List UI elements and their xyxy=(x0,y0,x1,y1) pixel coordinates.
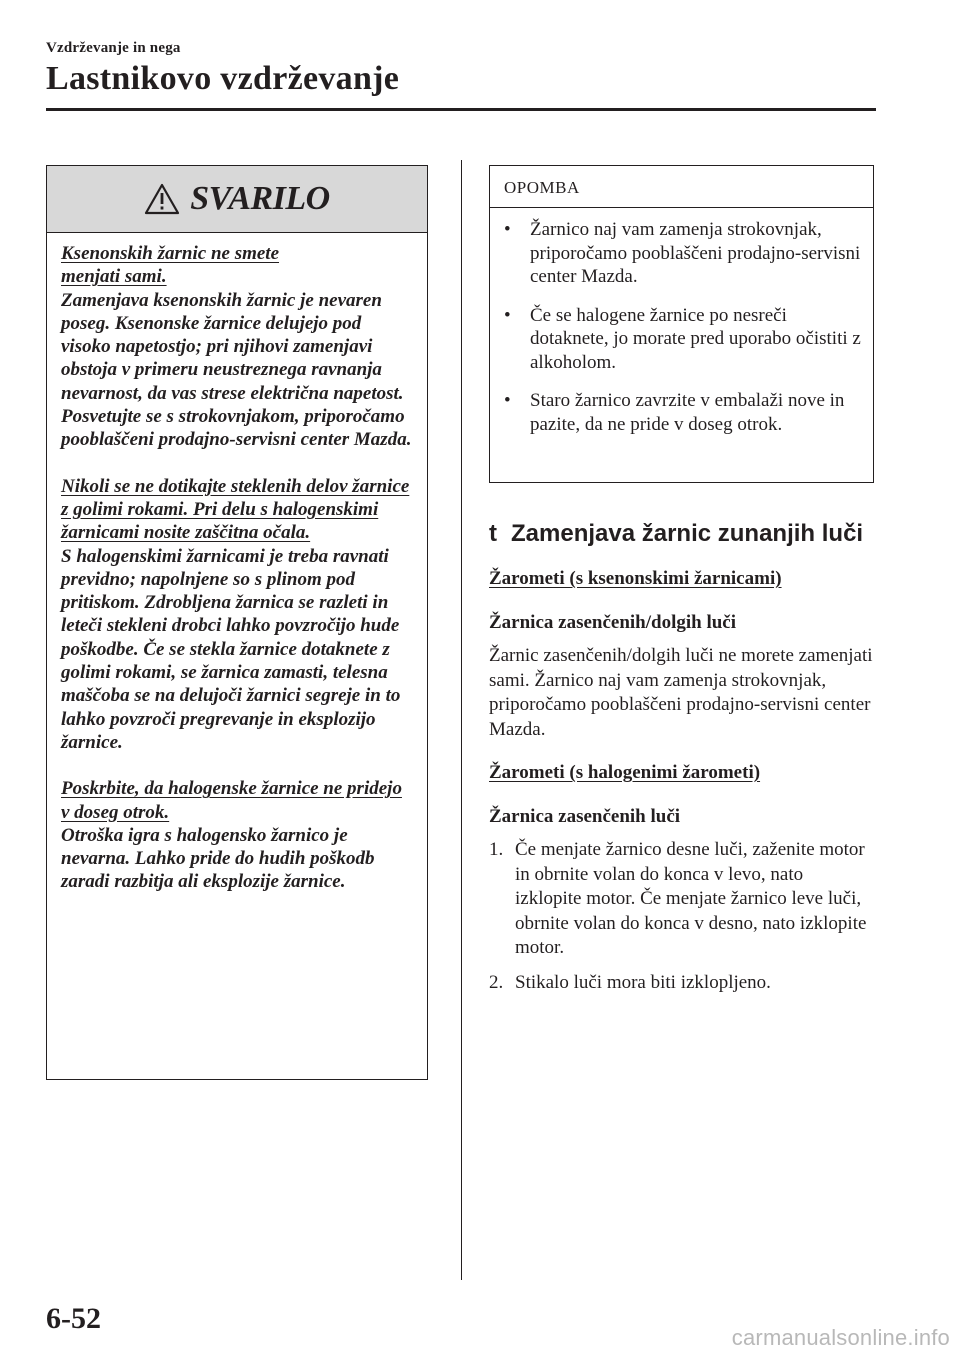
list-item xyxy=(504,304,863,375)
warning-block-children xyxy=(61,777,415,893)
bullet: • xyxy=(504,304,511,326)
halogen-heading: Žarometi (s halogenimi žarometi) xyxy=(489,762,761,783)
xenon-heading: Žarometi (s ksenonskimi žarnicami) xyxy=(489,568,782,589)
warning-block-xenon xyxy=(61,242,415,452)
warning-header xyxy=(47,166,427,233)
warning-lead: Poskrbite, da halogenske žarnice ne pridejo v doseg otrok. xyxy=(61,778,402,823)
right-column xyxy=(489,520,874,995)
step-text: Če menjate žarnico desne luči, zaženite motor in obrnite volan do konca v levo, nato izklopite motor. Če menjate žarnico leve luči, obrnite volan do konca v desno, nato izklopite motor. xyxy=(515,839,867,958)
section-heading-text: Zamenjava žarnic zunanjih luči xyxy=(511,520,864,547)
note-text: Žarnico naj vam zamenja strokovnjak, priporočamo pooblaščeni prodajno-servisni center Mazda. xyxy=(530,219,861,287)
page-number: 6-52 xyxy=(46,1302,101,1335)
page-title: Lastnikovo vzdrževanje xyxy=(46,60,400,97)
note-text: Če se halogene žarnice po nesreči dotaknete, jo morate pred uporabo očistiti z alkoholom. xyxy=(530,304,861,373)
xenon-text: Žarnic zasenčenih/dolgih luči ne morete zamenjati sami. Žarnico naj vam zamenja strokovnjak, priporočamo pooblaščeni prodajno-servisni center Mazda. xyxy=(489,645,873,740)
column-divider xyxy=(461,160,462,1280)
section-marker: t xyxy=(489,520,497,547)
warning-triangle-icon xyxy=(144,183,180,215)
bullet: • xyxy=(504,219,511,240)
warning-text: Otroška igra s halogensko žarnico je nevarna. Lahko pride do hudih poškodb zaradi razbitja ali eksplozije žarnice. xyxy=(61,824,375,893)
halogen-subheading: Žarnica zasenčenih luči xyxy=(489,806,681,827)
note-box xyxy=(489,165,874,483)
warning-block-glass xyxy=(61,475,415,755)
list-item xyxy=(489,838,874,961)
note-list xyxy=(490,208,873,436)
step-number: 1. xyxy=(489,839,504,860)
list-item xyxy=(504,218,863,289)
step-text: Stikalo luči mora biti izklopljeno. xyxy=(515,971,771,993)
watermark: carmanualsonline.info xyxy=(731,1325,950,1350)
note-title: OPOMBA xyxy=(490,166,873,208)
warning-text: Zamenjava ksenonskih žarnic je nevaren poseg. Ksenonske žarnice delujejo pod visoko napetostjo; pri njihovi zamenjavi obstoja v primeru neustreznega ravnanja nevarnost, da vas strese električna napetost. Posvetujte se s strokovnjakom, priporočamo pooblaščeni prodajno-servisni center Mazda. xyxy=(61,289,412,451)
warning-lead: Nikoli se ne dotikajte steklenih delov žarnice z golimi rokami. Pri delu s halogenskimi žarnicami nosite zaščitna očala. xyxy=(61,475,410,544)
warning-title: SVARILO xyxy=(190,180,330,217)
xenon-subheading: Žarnica zasenčenih/dolgih luči xyxy=(489,612,737,633)
note-text: Staro žarnico zavrzite v embalaži nove in pazite, da ne pride v doseg otrok. xyxy=(530,390,845,435)
section-heading xyxy=(489,520,874,548)
bullet: • xyxy=(504,390,511,411)
warning-text: S halogenskimi žarnicami je treba ravnati previdno; napolnjene so s plinom pod pritiskom. Zdrobljena žarnica se razleti in leteči stekleni drobci lahko povzročijo hude poškodbe. Če se stekla žarnice dotaknete z golimi rokami, se žarnica zamasti, telesna maščoba se na delujoči žarnici segreje in to lahko povzroči pregrevanje in eksplozijo žarnice. xyxy=(61,545,401,753)
warning-body xyxy=(47,233,427,894)
title-rule xyxy=(46,108,876,111)
warning-box xyxy=(46,165,428,1080)
breadcrumb: Vzdrževanje in nega xyxy=(46,40,181,56)
warning-lead: Ksenonskih žarnic ne smete menjati sami. xyxy=(61,243,280,288)
list-item xyxy=(489,971,874,996)
step-number: 2. xyxy=(489,971,504,993)
list-item xyxy=(504,389,863,436)
